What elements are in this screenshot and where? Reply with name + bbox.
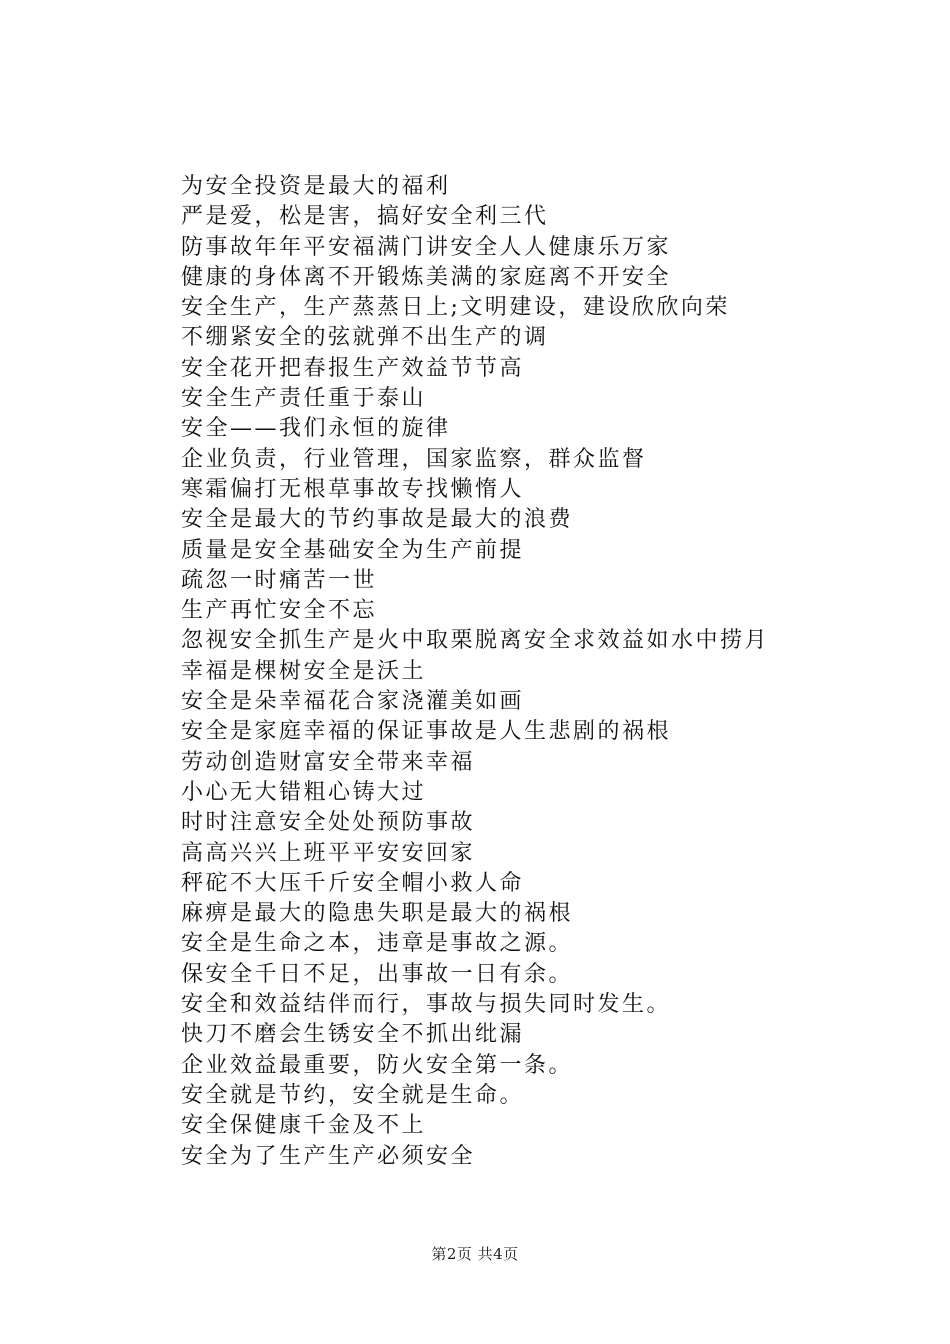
text-line: 秤砣不大压千斤安全帽小救人命 xyxy=(181,870,525,896)
text-line: 安全——我们永恒的旋律 xyxy=(181,416,451,442)
text-line: 寒霜偏打无根草事故专找懒惰人 xyxy=(181,476,525,502)
text-line: 严是爱，松是害，搞好安全利三代 xyxy=(181,204,549,230)
text-line: 健康的身体离不开锻炼美满的家庭离不开安全 xyxy=(181,264,672,290)
text-line: 防事故年年平安福满门讲安全人人健康乐万家 xyxy=(181,234,672,260)
text-line: 安全生产，生产蒸蒸日上;文明建设，建设欣欣向荣 xyxy=(181,295,730,321)
text-line: 安全生产责任重于泰山 xyxy=(181,386,427,412)
text-line: 安全就是节约，安全就是生命。 xyxy=(181,1082,525,1108)
slogan-list xyxy=(181,172,881,1172)
text-line: 高高兴兴上班平平安安回家 xyxy=(181,840,476,866)
page-number-footer: 第2页 共4页 xyxy=(431,1245,519,1263)
text-line: 企业效益最重要，防火安全第一条。 xyxy=(181,1052,574,1078)
text-line: 为安全投资是最大的福利 xyxy=(181,174,451,199)
text-line: 忽视安全抓生产是火中取栗脱离安全求效益如水中捞月 xyxy=(181,628,770,654)
text-line: 幸福是棵树安全是沃土 xyxy=(181,658,427,684)
text-line: 生产再忙安全不忘 xyxy=(181,598,378,624)
text-line: 安全是最大的节约事故是最大的浪费 xyxy=(181,507,574,533)
text-line: 不绷紧安全的弦就弹不出生产的调 xyxy=(181,325,549,351)
text-line: 小心无大错粗心铸大过 xyxy=(181,779,427,805)
text-line: 劳动创造财富安全带来幸福 xyxy=(181,749,476,775)
text-line: 企业负责，行业管理，国家监察，群众监督 xyxy=(181,446,647,472)
text-line: 安全保健康千金及不上 xyxy=(181,1113,427,1139)
text-line: 质量是安全基础安全为生产前提 xyxy=(181,537,525,563)
text-line: 安全是家庭幸福的保证事故是人生悲剧的祸根 xyxy=(181,719,672,745)
text-line: 保安全千日不足，出事故一日有余。 xyxy=(181,961,574,987)
text-line: 疏忽一时痛苦一世 xyxy=(181,567,378,593)
text-line: 麻痹是最大的隐患失职是最大的祸根 xyxy=(181,901,574,927)
text-line: 安全是朵幸福花合家浇灌美如画 xyxy=(181,689,525,715)
text-line: 安全为了生产生产必须安全 xyxy=(181,1143,476,1169)
text-line: 时时注意安全处处预防事故 xyxy=(181,810,476,836)
text-line: 安全花开把春报生产效益节节高 xyxy=(181,355,525,381)
text-line: 安全是生命之本，违章是事故之源。 xyxy=(181,931,574,957)
text-line: 安全和效益结伴而行，事故与损失同时发生。 xyxy=(181,992,672,1018)
text-line: 快刀不磨会生锈安全不抓出纰漏 xyxy=(181,1022,525,1048)
